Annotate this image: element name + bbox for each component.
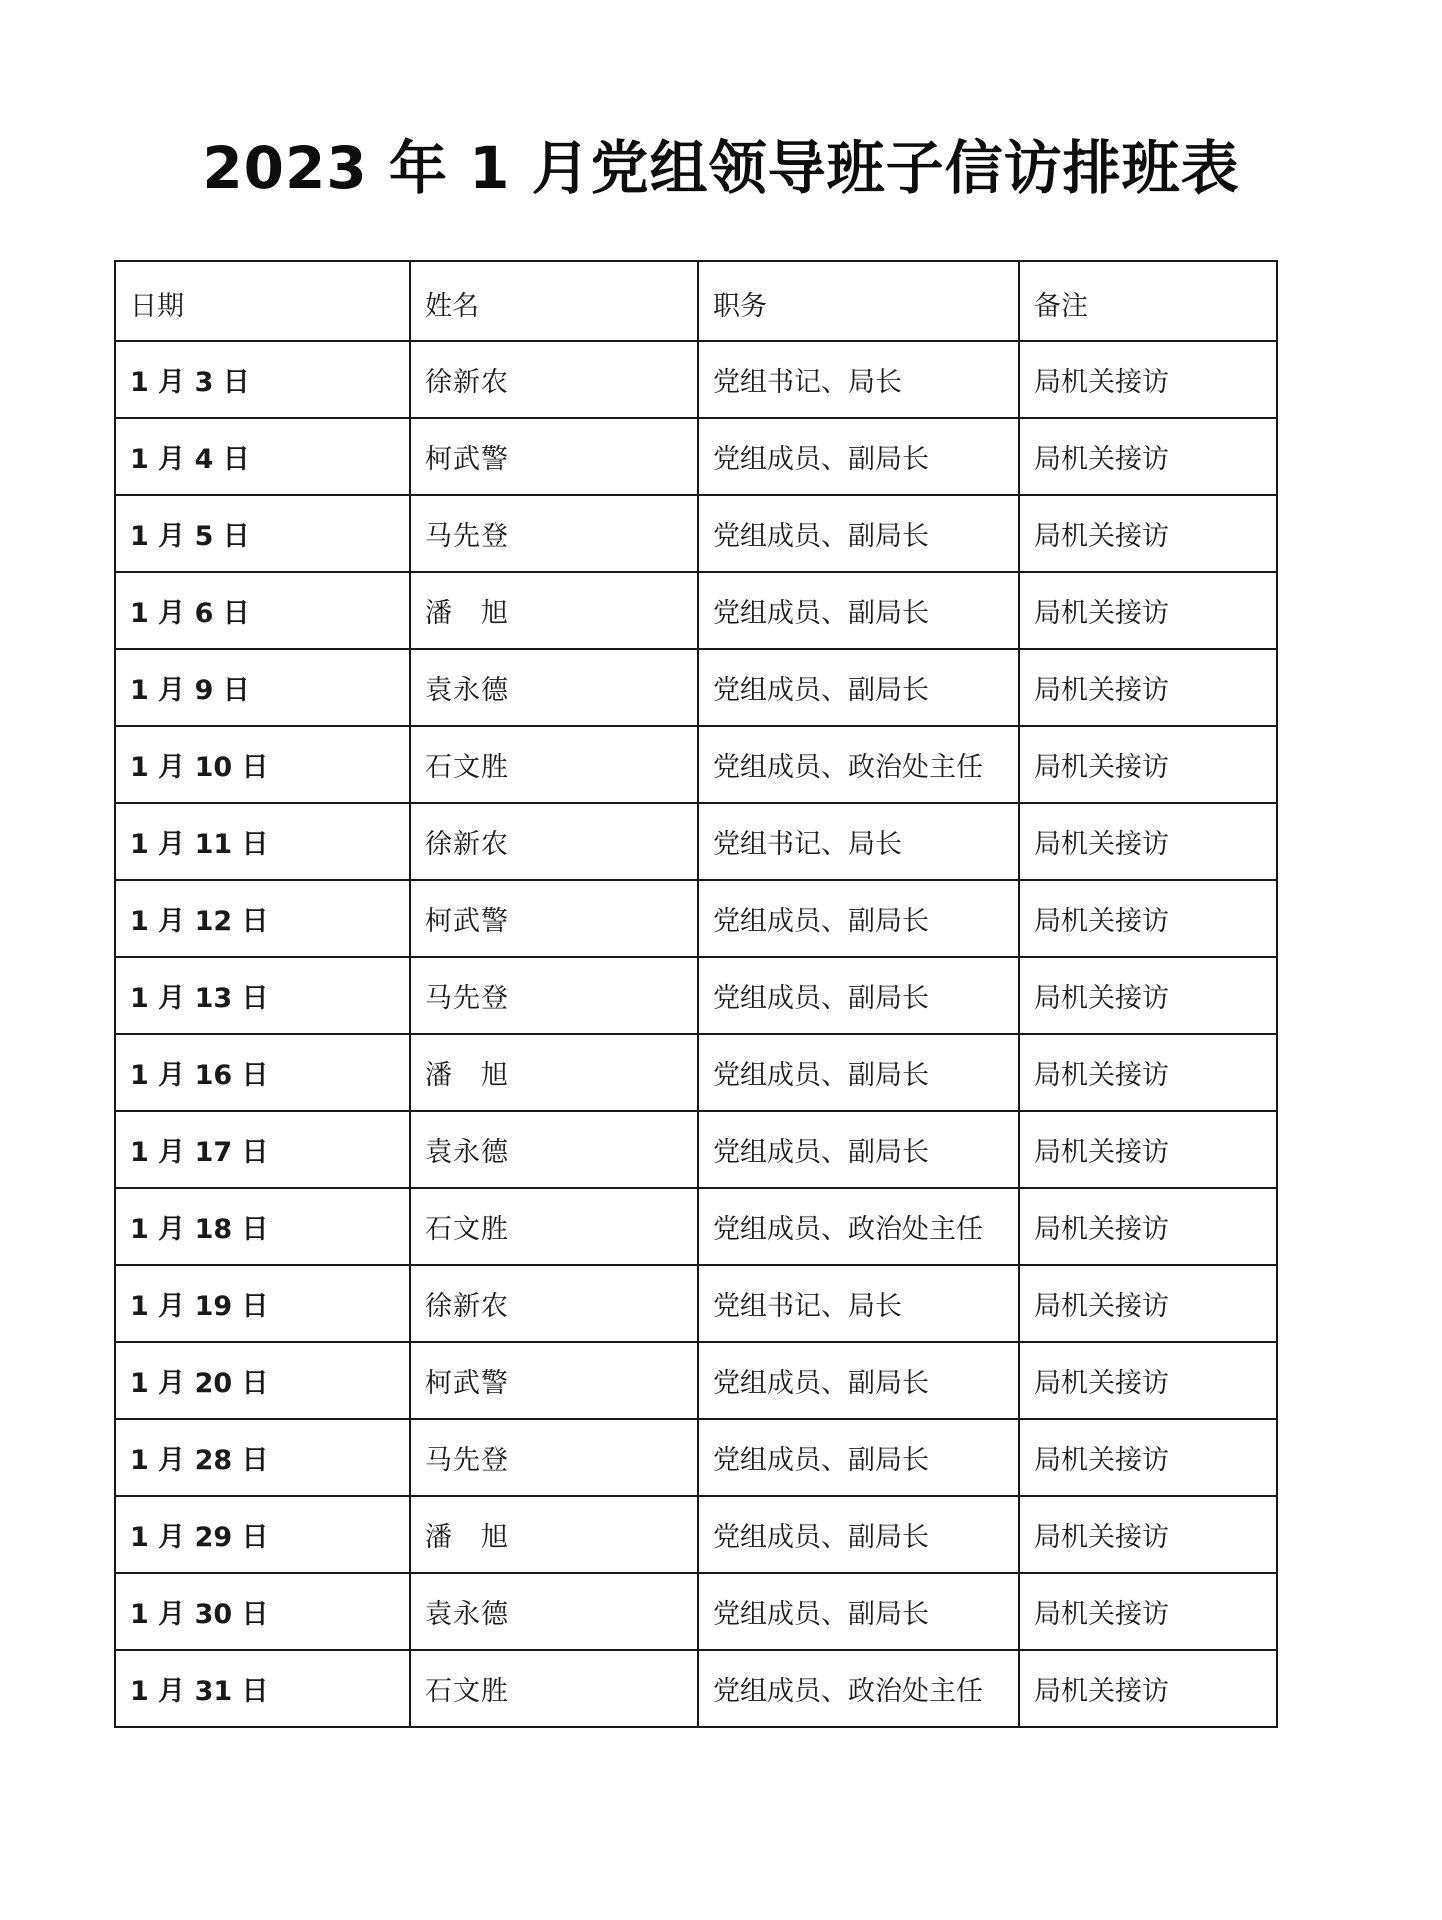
cell-position: 党组成员、副局长 [698, 1342, 1019, 1419]
cell-name: 马先登 [410, 1419, 698, 1496]
table-row [115, 803, 1277, 880]
cell-name: 袁永德 [410, 649, 698, 726]
header-row [115, 261, 1277, 341]
table-body [115, 341, 1277, 1727]
cell-remark: 局机关接访 [1019, 1496, 1277, 1573]
cell-name: 潘 旭 [410, 1496, 698, 1573]
cell-position: 党组成员、政治处主任 [698, 1650, 1019, 1727]
table-row [115, 649, 1277, 726]
cell-name: 石文胜 [410, 1650, 698, 1727]
table-row [115, 418, 1277, 495]
cell-date: 1 月 9 日 [115, 649, 410, 726]
table-row [115, 1650, 1277, 1727]
table-row [115, 341, 1277, 418]
table-header [115, 261, 1277, 341]
cell-date: 1 月 28 日 [115, 1419, 410, 1496]
table-row [115, 1111, 1277, 1188]
cell-remark: 局机关接访 [1019, 1034, 1277, 1111]
table-row [115, 1034, 1277, 1111]
cell-position: 党组成员、副局长 [698, 1419, 1019, 1496]
table-row [115, 726, 1277, 803]
cell-name: 徐新农 [410, 1265, 698, 1342]
cell-date: 1 月 3 日 [115, 341, 410, 418]
cell-position: 党组成员、政治处主任 [698, 1188, 1019, 1265]
table-row [115, 1342, 1277, 1419]
cell-remark: 局机关接访 [1019, 1188, 1277, 1265]
cell-name: 徐新农 [410, 803, 698, 880]
cell-name: 马先登 [410, 957, 698, 1034]
cell-remark: 局机关接访 [1019, 418, 1277, 495]
cell-date: 1 月 11 日 [115, 803, 410, 880]
cell-remark: 局机关接访 [1019, 572, 1277, 649]
table-row [115, 1188, 1277, 1265]
cell-date: 1 月 13 日 [115, 957, 410, 1034]
cell-date: 1 月 10 日 [115, 726, 410, 803]
cell-remark: 局机关接访 [1019, 1111, 1277, 1188]
cell-remark: 局机关接访 [1019, 957, 1277, 1034]
cell-position: 党组成员、副局长 [698, 1573, 1019, 1650]
cell-name: 石文胜 [410, 1188, 698, 1265]
table-row [115, 1265, 1277, 1342]
cell-position: 党组成员、政治处主任 [698, 726, 1019, 803]
cell-remark: 局机关接访 [1019, 803, 1277, 880]
cell-position: 党组成员、副局长 [698, 1496, 1019, 1573]
cell-date: 1 月 20 日 [115, 1342, 410, 1419]
cell-name: 潘 旭 [410, 1034, 698, 1111]
cell-position: 党组成员、副局长 [698, 1034, 1019, 1111]
cell-remark: 局机关接访 [1019, 1573, 1277, 1650]
cell-position: 党组书记、局长 [698, 341, 1019, 418]
table-row [115, 1419, 1277, 1496]
cell-remark: 局机关接访 [1019, 726, 1277, 803]
cell-date: 1 月 4 日 [115, 418, 410, 495]
cell-name: 袁永德 [410, 1111, 698, 1188]
header-remark: 备注 [1019, 261, 1277, 341]
cell-position: 党组成员、副局长 [698, 1111, 1019, 1188]
schedule-table [114, 260, 1278, 1728]
cell-name: 柯武警 [410, 418, 698, 495]
table-row [115, 880, 1277, 957]
cell-name: 马先登 [410, 495, 698, 572]
cell-date: 1 月 30 日 [115, 1573, 410, 1650]
cell-position: 党组成员、副局长 [698, 957, 1019, 1034]
table-row [115, 572, 1277, 649]
cell-position: 党组成员、副局长 [698, 572, 1019, 649]
cell-name: 潘 旭 [410, 572, 698, 649]
cell-remark: 局机关接访 [1019, 1650, 1277, 1727]
cell-date: 1 月 29 日 [115, 1496, 410, 1573]
header-position: 职务 [698, 261, 1019, 341]
cell-position: 党组书记、局长 [698, 1265, 1019, 1342]
page-title: 2023 年 1 月党组领导班子信访排班表 [202, 134, 1240, 202]
cell-date: 1 月 6 日 [115, 572, 410, 649]
cell-name: 柯武警 [410, 880, 698, 957]
cell-date: 1 月 12 日 [115, 880, 410, 957]
cell-remark: 局机关接访 [1019, 1419, 1277, 1496]
table-row [115, 957, 1277, 1034]
cell-position: 党组成员、副局长 [698, 495, 1019, 572]
table-row [115, 1496, 1277, 1573]
cell-name: 石文胜 [410, 726, 698, 803]
header-name: 姓名 [410, 261, 698, 341]
cell-date: 1 月 18 日 [115, 1188, 410, 1265]
cell-remark: 局机关接访 [1019, 341, 1277, 418]
cell-remark: 局机关接访 [1019, 495, 1277, 572]
cell-date: 1 月 31 日 [115, 1650, 410, 1727]
cell-date: 1 月 16 日 [115, 1034, 410, 1111]
header-date: 日期 [115, 261, 410, 341]
cell-remark: 局机关接访 [1019, 880, 1277, 957]
cell-name: 徐新农 [410, 341, 698, 418]
cell-position: 党组成员、副局长 [698, 649, 1019, 726]
cell-position: 党组书记、局长 [698, 803, 1019, 880]
cell-name: 柯武警 [410, 1342, 698, 1419]
cell-remark: 局机关接访 [1019, 649, 1277, 726]
table-row [115, 495, 1277, 572]
cell-remark: 局机关接访 [1019, 1265, 1277, 1342]
cell-position: 党组成员、副局长 [698, 418, 1019, 495]
cell-date: 1 月 5 日 [115, 495, 410, 572]
cell-date: 1 月 17 日 [115, 1111, 410, 1188]
cell-name: 袁永德 [410, 1573, 698, 1650]
table-row [115, 1573, 1277, 1650]
cell-remark: 局机关接访 [1019, 1342, 1277, 1419]
cell-date: 1 月 19 日 [115, 1265, 410, 1342]
cell-position: 党组成员、副局长 [698, 880, 1019, 957]
